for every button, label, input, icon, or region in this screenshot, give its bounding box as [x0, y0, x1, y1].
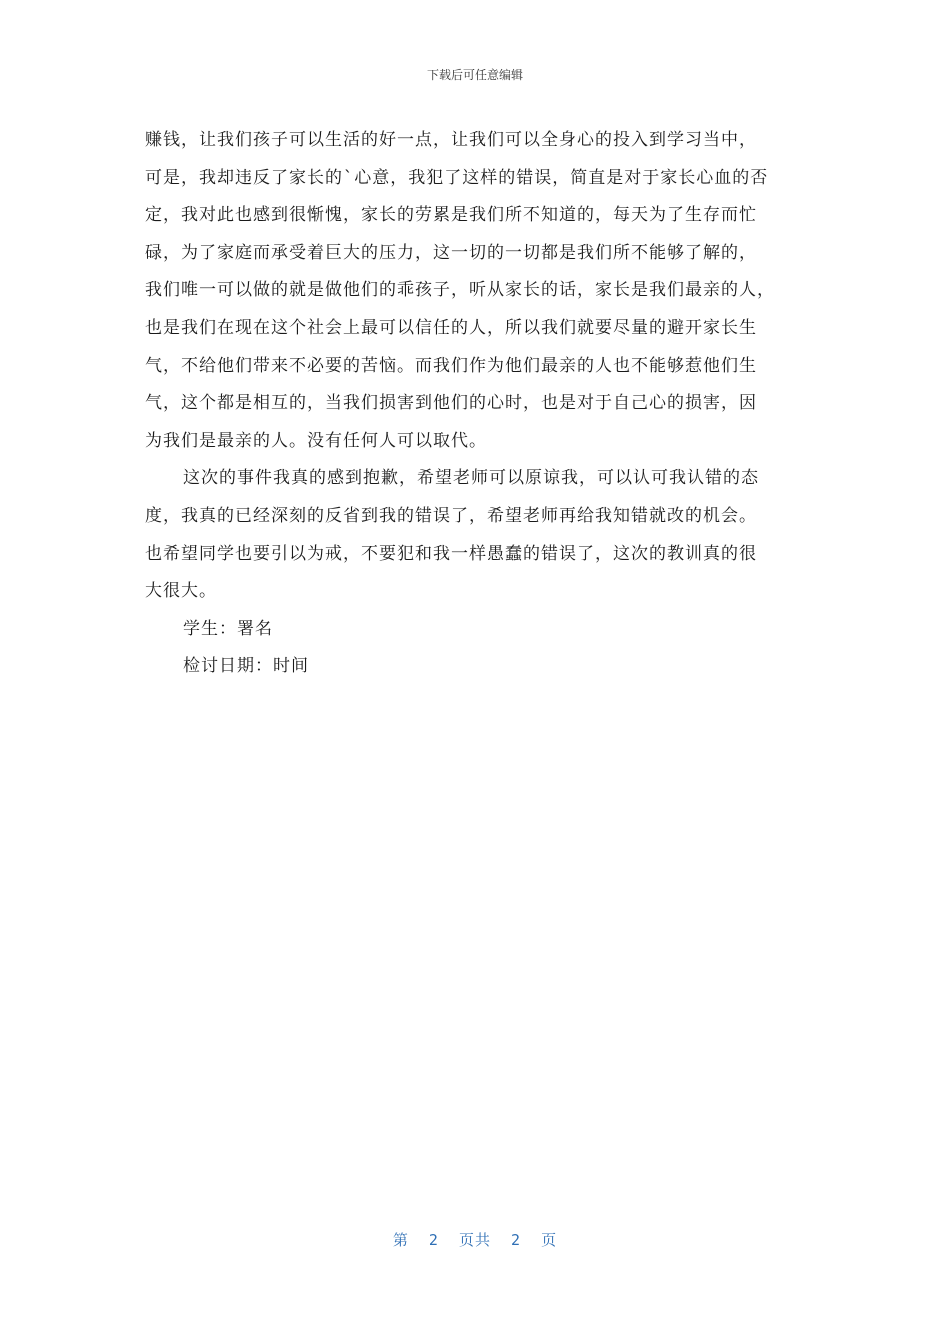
text-line: 我们唯一可以做的就是做他们的乖孩子，听从家长的话，家长是我们最亲的人，	[145, 280, 775, 301]
signature-student: 学生：署名	[183, 618, 273, 639]
text-line: 大很大。	[145, 581, 217, 602]
text-line: 气，不给他们带来不必要的苦恼。而我们作为他们最亲的人也不能够惹他们生	[145, 355, 757, 376]
paragraph-2	[145, 460, 815, 610]
text-line: 碌，为了家庭而承受着巨大的压力，这一切的一切都是我们所不能够了解的，	[145, 242, 757, 263]
text-line: 可是，我却违反了家长的`心意，我犯了这样的错误，简直是对于家长心血的否	[145, 167, 769, 188]
text-line: 定，我对此也感到很惭愧，家长的劳累是我们所不知道的，每天为了生存而忙	[145, 205, 757, 226]
text-line: 度，我真的已经深刻的反省到我的错误了，希望老师再给我知错就改的机会。	[145, 505, 757, 526]
text-line: 为我们是最亲的人。没有任何人可以取代。	[145, 430, 487, 451]
text-line: 也希望同学也要引以为戒，不要犯和我一样愚蠢的错误了，这次的教训真的很	[145, 543, 757, 564]
paragraph-1	[145, 122, 815, 460]
text-line: 也是我们在现在这个社会上最可以信任的人，所以我们就要尽量的避开家长生	[145, 317, 757, 338]
signature-date: 检讨日期：时间	[183, 656, 309, 677]
document-body	[145, 122, 815, 686]
text-line: 赚钱，让我们孩子可以生活的好一点，让我们可以全身心的投入到学习当中，	[145, 130, 757, 150]
text-line: 气，这个都是相互的，当我们损害到他们的心时，也是对于自己心的损害，因	[145, 393, 757, 414]
page-header-note: 下载后可任意编辑	[426, 68, 523, 82]
page-number: 第 2 页共 2 页	[392, 1231, 558, 1249]
text-line: 这次的事件我真的感到抱歉，希望老师可以原谅我，可以认可我认错的态	[183, 468, 759, 489]
